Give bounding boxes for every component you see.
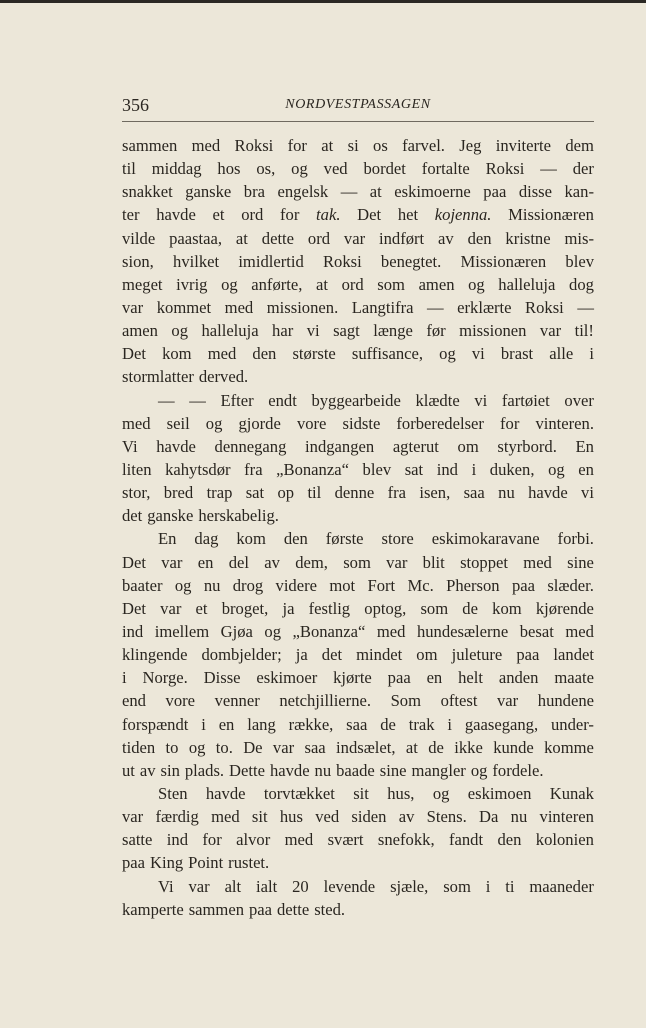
text-line: sion, hvilket imidlertid Roksi benegtet. Missionæren blev (122, 251, 594, 271)
text-line: stor, bred trap sat op til denne fra isen, saa nu havde vi (122, 483, 594, 503)
page-number: 356 (122, 95, 149, 115)
text-line: meget ivrig og anførte, at ord som amen og halleluja dog (122, 274, 594, 294)
text-line: det ganske herskabelig. (122, 506, 279, 526)
text-line: sammen med Roksi for at si os farvel. Jeg inviterte dem (122, 136, 594, 155)
text-line: paa King Point rustet. (122, 853, 270, 873)
text-line: ter havde et ord for tak. Det het kojenna. Missionæren (122, 205, 594, 225)
text-line: snakket ganske bra engelsk — at eskimoerne paa disse kan- (122, 182, 594, 202)
running-title: NORDVESTPASSAGEN (285, 97, 431, 112)
text-line: var færdig med sit hus ved siden av Stens. Da nu vinteren (122, 807, 594, 827)
text-line: stormlatter derved. (122, 367, 249, 387)
text-line: til middag hos os, og ved bordet fortalte Roksi — der (122, 159, 594, 179)
text-line: Vi havde dennegang indgangen agterut om styrbord. En (122, 436, 594, 456)
text-line: ut av sin plads. Dette havde nu baade sine mangler og fordele. (122, 760, 544, 780)
text-line: i Norge. Disse eskimoer kjørte paa en helt anden maate (122, 668, 594, 688)
text-line: Det var et broget, ja festlig optog, som de kom kjørende (122, 598, 594, 618)
body-text (122, 134, 594, 921)
text-line: med seil og gjorde vore sidste forberedelser for vinteren. (122, 413, 594, 433)
text-line: var kommet med missionen. Langtifra — erklærte Roksi — (122, 297, 594, 317)
text-line: klingende dombjelder; ja det mindet om juleture paa landet (122, 645, 594, 665)
text-line: vilde paastaa, at dette ord var indført av den kristne mis- (122, 228, 594, 248)
text-line: Vi var alt ialt 20 levende sjæle, som i ti maaneder (158, 876, 594, 896)
text-line: Sten havde torvtækket sit hus, og eskimoen Kunak (158, 783, 594, 803)
page-header (122, 93, 594, 122)
text-line: Det kom med den største suffisance, og vi brast alle i (122, 344, 594, 364)
text-line: — — Efter endt byggearbeide klædte vi fartøiet over (158, 390, 594, 410)
text-line: baater og nu drog videre mot Fort Mc. Pherson paa slæder. (122, 575, 594, 595)
text-line: tiden to og to. De var saa indsælet, at de ikke kunde komme (122, 737, 594, 757)
scan-top-edge (0, 0, 646, 3)
text-line: amen og halleluja har vi sagt længe før missionen var til! (122, 321, 594, 341)
text-line: Det var en del av dem, som var blit stoppet med sine (122, 552, 594, 572)
text-line: satte ind for alvor med svært snefokk, fandt den kolonien (122, 830, 594, 850)
text-line: En dag kom den første store eskimokaravane forbi. (158, 529, 594, 549)
text-line: liten kahytsdør fra „Bonanza“ blev sat ind i duken, og en (122, 459, 594, 479)
text-line: ind imellem Gjøa og „Bonanza“ med hundesælerne besat med (122, 621, 594, 641)
text-line: kamperte sammen paa dette sted. (122, 899, 346, 919)
text-line: end vore venner netchjillierne. Som oftest var hundene (122, 691, 594, 711)
text-line: forspændt i en lang række, saa de trak i gaasegang, under- (122, 714, 594, 734)
